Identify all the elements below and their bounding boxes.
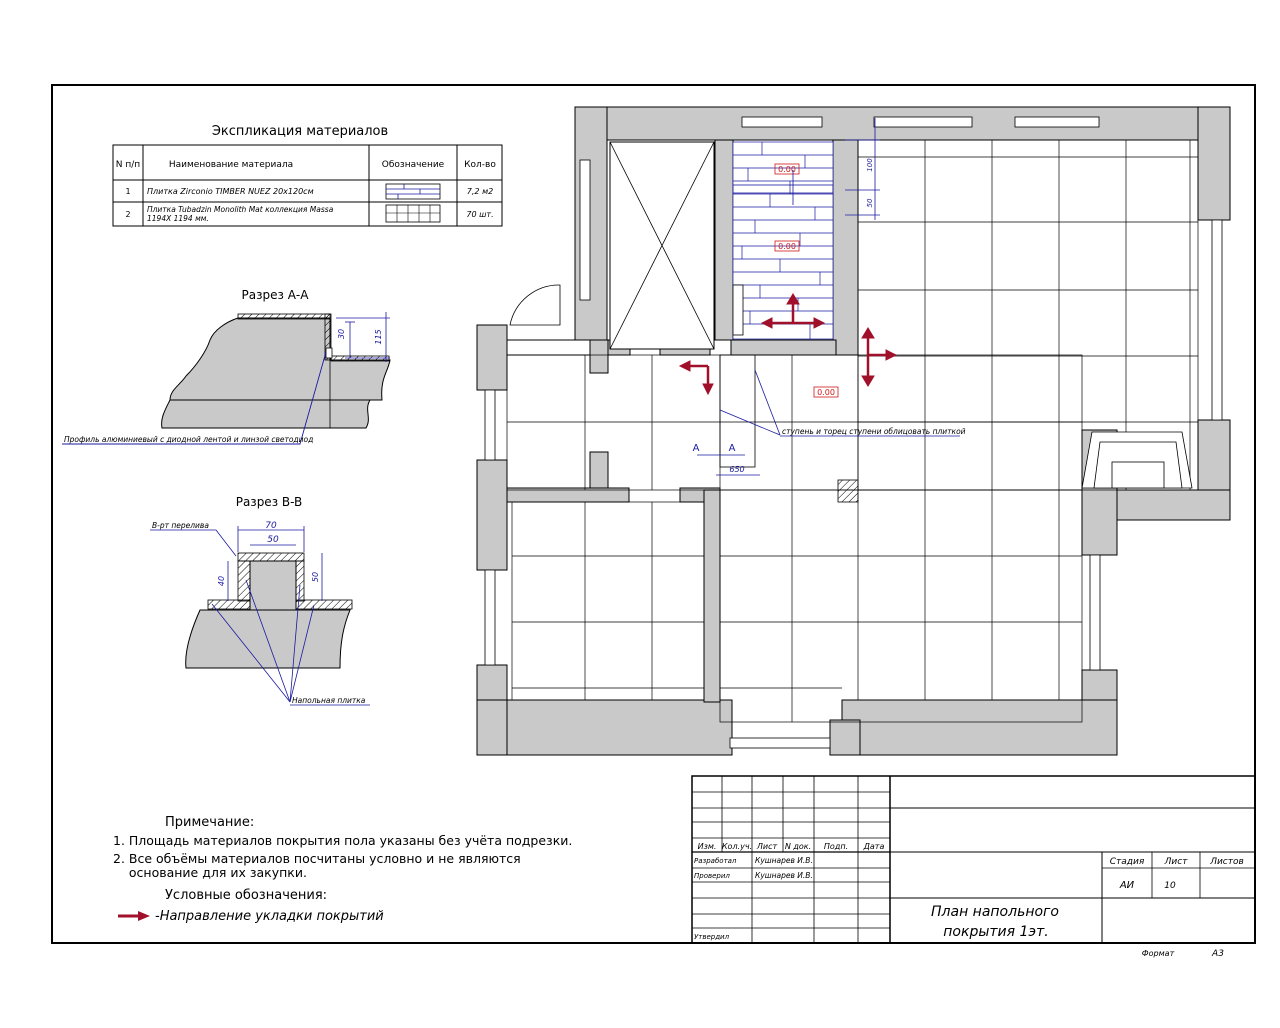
- stamp-col-izm: Изм.: [697, 842, 717, 851]
- stamp-title-line1: План напольного: [931, 904, 1059, 920]
- row1-name: Плитка Zirconio TIMBER NUEZ 20х120см: [147, 187, 314, 196]
- section-b-dim-70: 70: [265, 521, 277, 531]
- plan-dim-50: 50: [866, 198, 874, 208]
- row1-symbol-plank: [386, 184, 440, 199]
- format-label: Формат: [1141, 949, 1175, 958]
- section-b-dim-40: 40: [217, 575, 226, 587]
- stamp-col-podp: Подп.: [823, 842, 849, 851]
- level-mark-1: 0.00: [778, 165, 796, 174]
- stamp-col-date: Дата: [863, 842, 885, 851]
- section-b-dim-50b: 50: [311, 571, 320, 583]
- stamp-col-list: Лист: [756, 842, 778, 851]
- column-hatched: [838, 480, 858, 502]
- stamp-approver-role: Утвердил: [694, 933, 730, 941]
- stamp-stage-header: Стадия: [1109, 857, 1145, 867]
- stamp-developer-role: Разработал: [694, 857, 737, 865]
- stamp-sheet-value: 10: [1164, 881, 1176, 891]
- floor-plan: [477, 107, 1230, 755]
- section-a-dim-30: 30: [337, 328, 346, 340]
- stamp-sheet-header: Лист: [1164, 857, 1188, 867]
- row1-n: 1: [125, 187, 131, 196]
- plan-dim-100: 100: [866, 158, 874, 172]
- plan-dim-650: 650: [729, 465, 745, 474]
- col-header-name: Наименование материала: [168, 160, 294, 170]
- plan-cut-a-right: А: [728, 443, 736, 454]
- legend-title: Условные обозначения:: [165, 888, 328, 903]
- row2-symbol-grid: [386, 205, 440, 222]
- section-a-note: Профиль алюминиевый с диодной лентой и линзой светодиод: [64, 435, 314, 444]
- legend-arrow-icon: [118, 911, 150, 921]
- row2-name-size: 1194Х 1194 мм.: [147, 214, 209, 223]
- elevator-shaft: [610, 142, 714, 349]
- col-header-qty: Кол-во: [464, 160, 496, 170]
- materials-title: Экспликация материалов: [211, 124, 389, 139]
- section-a: [62, 288, 390, 444]
- fireplace: [1082, 432, 1192, 488]
- col-header-symbol: Обозначение: [381, 160, 445, 170]
- stamp-checker-role: Проверил: [694, 872, 730, 880]
- materials-table: [113, 124, 502, 226]
- stamp-title-line2: покрытия 1эт.: [943, 924, 1049, 940]
- stamp-checker-name: Кушнарев И.В.: [755, 871, 813, 880]
- section-b: [150, 495, 370, 705]
- col-header-n: N п/п: [115, 160, 141, 170]
- stamp-stage-value: АИ: [1119, 880, 1135, 891]
- notes-block: [113, 815, 572, 924]
- note-3: основание для их закупки.: [113, 865, 307, 880]
- plan-cut-a-left: А: [692, 443, 700, 454]
- stamp-sheets-header: Листов: [1210, 857, 1244, 867]
- section-b-dim-50a: 50: [267, 535, 279, 545]
- stamp-col-ndoc: N док.: [784, 842, 812, 851]
- row1-qty: 7,2 м2: [466, 187, 494, 196]
- row2-qty: 70 шт.: [466, 210, 494, 219]
- section-b-label-bottom: Напольная плитка: [292, 696, 366, 705]
- note-1: 1. Площадь материалов покрытия пола указаны без учёта подрезки.: [113, 833, 573, 848]
- note-2: 2. Все объёмы материалов посчитаны условно и не являются: [113, 851, 521, 866]
- level-mark-2: 0.00: [778, 242, 796, 251]
- row2-n: 2: [125, 210, 131, 219]
- section-b-title: Разрез B-B: [235, 495, 303, 509]
- format-value: А3: [1212, 949, 1224, 959]
- legend-item: -Направление укладки покрытий: [155, 909, 384, 924]
- section-a-dim-115: 115: [374, 329, 383, 345]
- section-b-label-top: В-рт перелива: [152, 521, 209, 530]
- notes-title: Примечание:: [165, 815, 255, 830]
- plan-step-note: ступень и торец ступени облицовать плиткой: [782, 427, 966, 436]
- row2-name: Плитка Tubadzin Monolith Mat коллекция Massa: [147, 205, 334, 214]
- stamp-developer-name: Кушнарев И.В.: [755, 856, 813, 865]
- section-a-title: Разрез А-А: [241, 288, 309, 302]
- title-block-text: [694, 842, 1244, 959]
- stamp-col-kolvo: Кол.уч.: [721, 842, 753, 851]
- level-mark-3: 0.00: [817, 388, 835, 397]
